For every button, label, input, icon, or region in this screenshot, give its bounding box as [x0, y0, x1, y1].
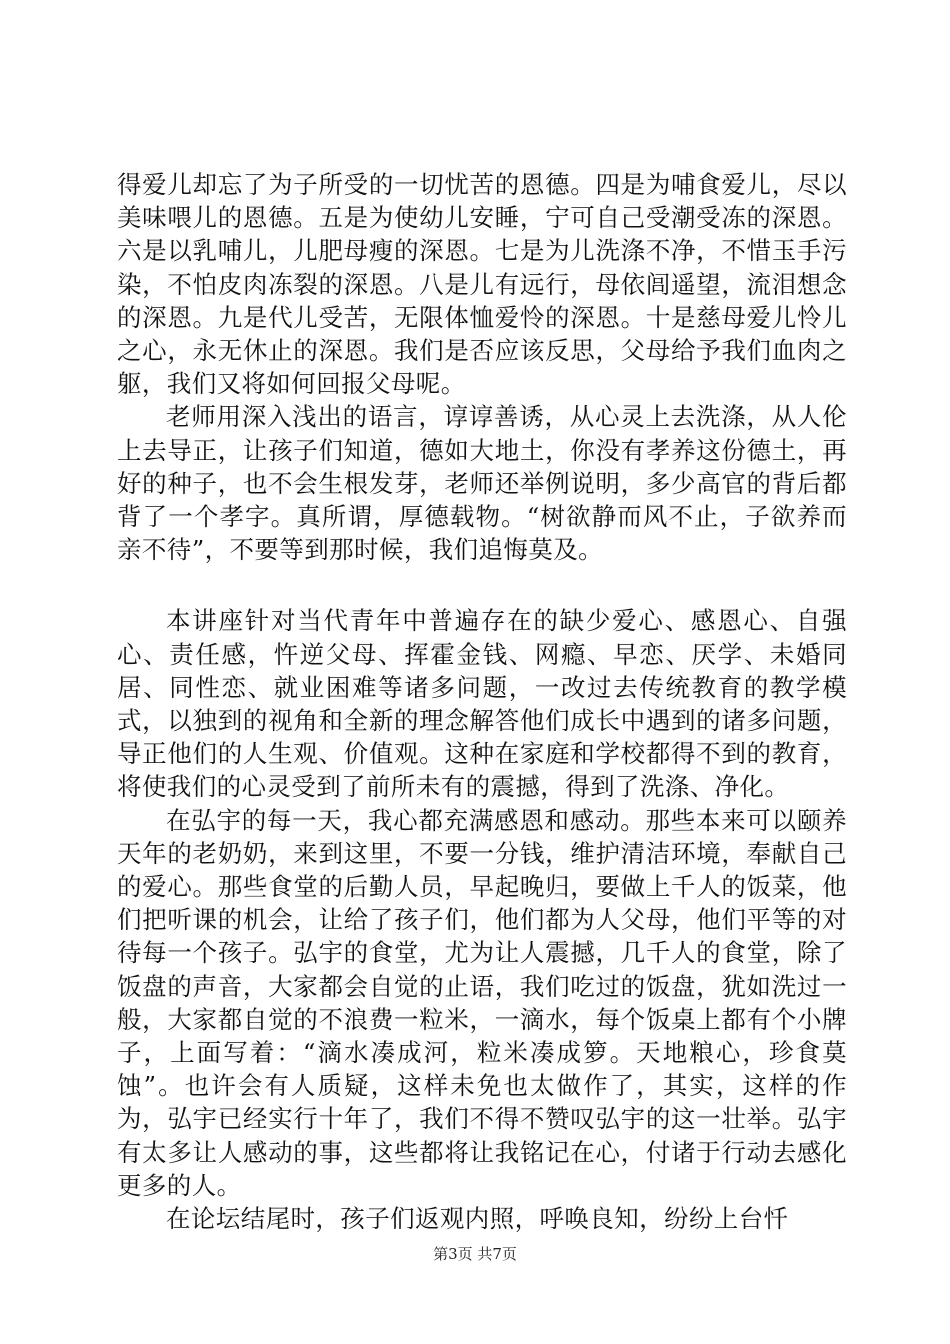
page-number-footer: 第3页 共7页	[433, 1245, 517, 1263]
paragraph-2: 老师用深入浅出的语言，谆谆善诱，从心灵上去洗涤，从人伦上去导正，让孩子们知道，德如大地土，你没有孝养这份德土，再好的种子，也不会生根发芽，老师还举例说明，多少高官的背后都背了一个孝字。真所谓，厚德载物。“树欲静而风不止，子欲养而亲不待”，不要等到那时候，我们追悔莫及。	[117, 402, 847, 565]
document-body	[117, 168, 847, 1235]
paragraph-4: 在弘宇的每一天，我心都充满感恩和感动。那些本来可以颐养天年的老奶奶，来到这里，不要一分钱，维护清洁环境，奉献自己的爱心。那些食堂的后勤人员，早起晚归，要做上千人的饭菜，他们把听课的机会，让给了孩子们，他们都为人父母，他们平等的对待每一个孩子。弘宇的食堂，尤为让人震撼，几千人的食堂，除了饭盘的声音，大家都会自觉的止语，我们吃过的饭盘，犹如洗过一般，大家都自觉的不浪费一粒米，一滴水，每个饭桌上都有个小牌子，上面写着：“滴水凑成河，粒米凑成箩。天地粮心，珍食莫蚀”。也许会有人质疑，这样未免也太做作了，其实，这样的作为，弘宇已经实行十年了，我们不得不赞叹弘宇的这一壮举。弘宇有太多让人感动的事，这些都将让我铭记在心，付诸于行动去感化更多的人。	[117, 805, 847, 1200]
paragraph-1: 得爱儿却忘了为子所受的一切忧苦的恩德。四是为哺食爱儿，尽以美味喂儿的恩德。五是为使幼儿安睡，宁可自己受潮受冻的深恩。六是以乳哺儿，儿肥母瘦的深恩。七是为儿洗涤不净，不惜玉手污染，不怕皮肉冻裂的深恩。八是儿有远行，母依闾遥望，流泪想念的深恩。九是代儿受苦，无限体恤爱怜的深恩。十是慈母爱儿怜儿之心，永无休止的深恩。我们是否应该反思，父母给予我们血肉之躯，我们又将如何回报父母呢。	[117, 170, 847, 399]
paragraph-3: 本讲座针对当代青年中普遍存在的缺少爱心、感恩心、自强心、责任感，忤逆父母、挥霍金钱、网瘾、早恋、厌学、未婚同居、同性恋、就业困难等诸多问题，一改过去传统教育的教学模式，以独到的视角和全新的理念解答他们成长中遇到的诸多问题，导正他们的人生观、价值观。这种在家庭和学校都得不到的教育，将使我们的心灵受到了前所未有的震撼，得到了洗涤、净化。	[117, 606, 847, 802]
paragraph-spacer	[117, 566, 847, 604]
paragraph-5: 在论坛结尾时，孩子们返观内照，呼唤良知，纷纷上台忏	[166, 1204, 789, 1234]
